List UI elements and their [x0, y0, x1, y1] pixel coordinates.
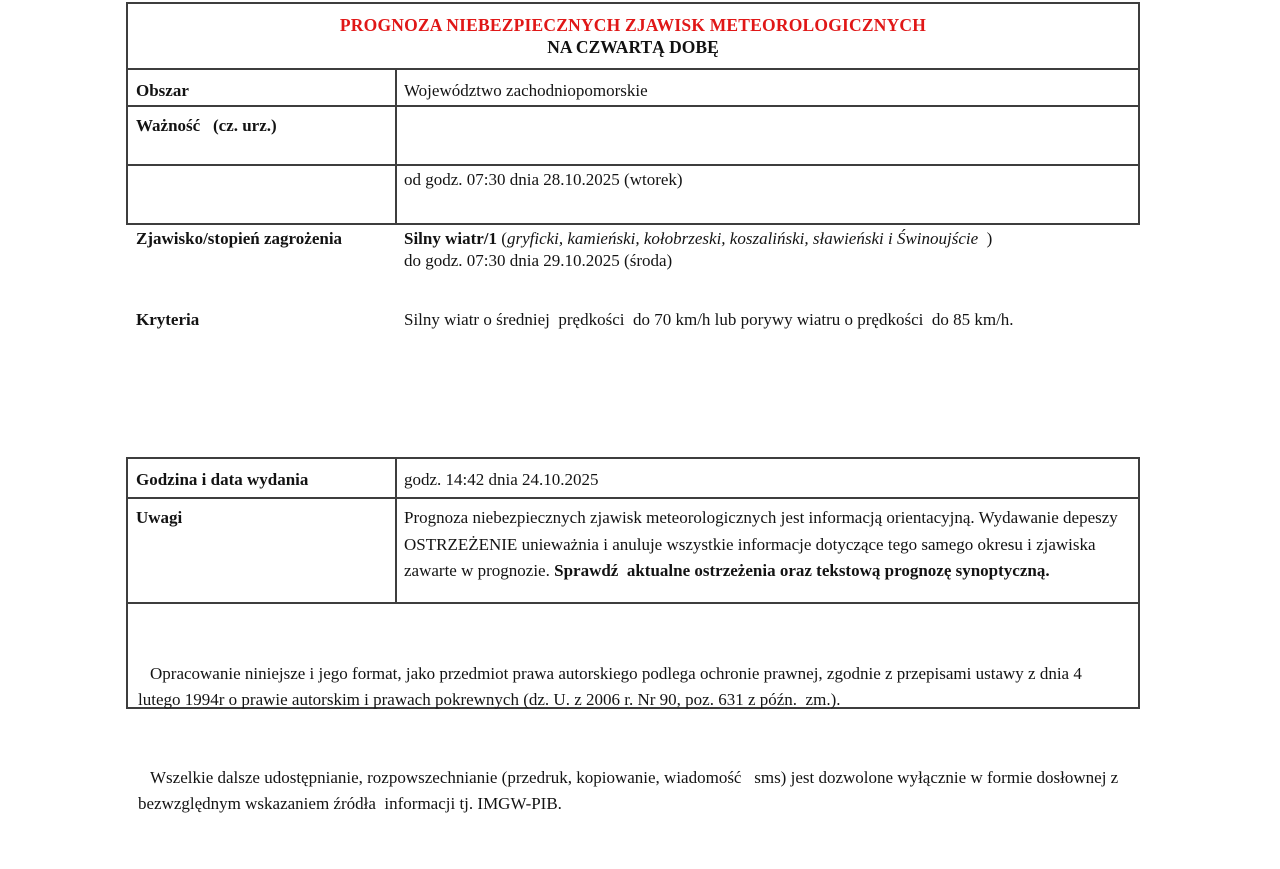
- row-godzina: [128, 459, 1138, 497]
- obszar-value: Województwo zachodniopomorskie: [404, 81, 648, 100]
- issue-table: [126, 457, 1140, 813]
- zjawisko-label-line1: Zjawisko/stopień zagrożenia: [136, 229, 343, 248]
- row-obszar: [128, 68, 1138, 105]
- document-subtitle: NA CZWARTĄ DOBĘ: [547, 37, 719, 57]
- wydanie-label: Godzina i data wydania: [128, 459, 397, 497]
- document-title: PROGNOZA NIEBEZPIECZNYCH ZJAWISK METEOROLOGICZNYCH: [339, 15, 927, 35]
- copyright-paragraph-2: Wszelkie dalsze udostępnianie, rozpowszechnianie (przedruk, kopiowanie, wiadomość sms) jest dozwolone wyłącznie w formie dosłownej z bezwzględnym wskazaniem źródła informacji tj. IMGW-PIB.: [138, 768, 1123, 813]
- waznosc-from: od godz. 07:30 dnia 28.10.2025 (wtorek): [404, 170, 683, 189]
- uwagi-value: [397, 499, 1138, 602]
- zjawisko-regions: gryficki, kamieński, kołobrzeski, koszaliński, sławieński i Świnoujście: [506, 229, 979, 248]
- uwagi-label: Uwagi: [128, 499, 397, 602]
- zjawisko-line: [404, 225, 1128, 252]
- row-uwagi: [128, 497, 1138, 602]
- waznosc-label: Ważność (cz. urz.): [128, 107, 397, 164]
- zjawisko-label: [128, 166, 397, 329]
- copyright-footer: [128, 602, 1138, 813]
- kryteria-text: Silny wiatr o średniej prędkości do 70 km/h lub porywy wiatru o prędkości do 85 km/h.: [404, 310, 1014, 329]
- title-row: [128, 4, 1138, 68]
- uwagi-text-bold: Sprawdź aktualne ostrzeżenia oraz tekstową prognozę synoptyczną.: [554, 561, 1050, 580]
- zjawisko-label-line2: Kryteria: [136, 310, 200, 329]
- copyright-paragraph-1: Opracowanie niniejsze i jego format, jako przedmiot prawa autorskiego podlega ochronie prawnej, zgodnie z przepisami ustawy z dnia 4 lutego 1994r o prawie autorskim i prawach pokrewnych (dz. U. z 2006 r. Nr 90, poz. 631 z późn. zm.).: [138, 664, 1087, 709]
- forecast-table: [126, 2, 1140, 329]
- obszar-label: Obszar: [128, 70, 397, 105]
- uwagi-text-normal: Prognoza niebezpiecznych zjawisk meteorologicznych jest informacją orientacyjną. Wydawanie depeszy OSTRZEŻENIE unieważnia i anuluje wszystkie informacje dotyczące tego samego okresu i zjawiska zawarte w prognozie.: [404, 508, 1123, 580]
- waznosc-to: do godz. 07:30 dnia 29.10.2025 (środa): [404, 251, 673, 270]
- wydanie-value: godz. 14:42 dnia 24.10.2025: [404, 470, 599, 489]
- zjawisko-paren-open: (: [497, 229, 507, 248]
- zjawisko-paren-close: ): [978, 229, 993, 248]
- zjawisko-name: Silny wiatr/1: [404, 229, 498, 248]
